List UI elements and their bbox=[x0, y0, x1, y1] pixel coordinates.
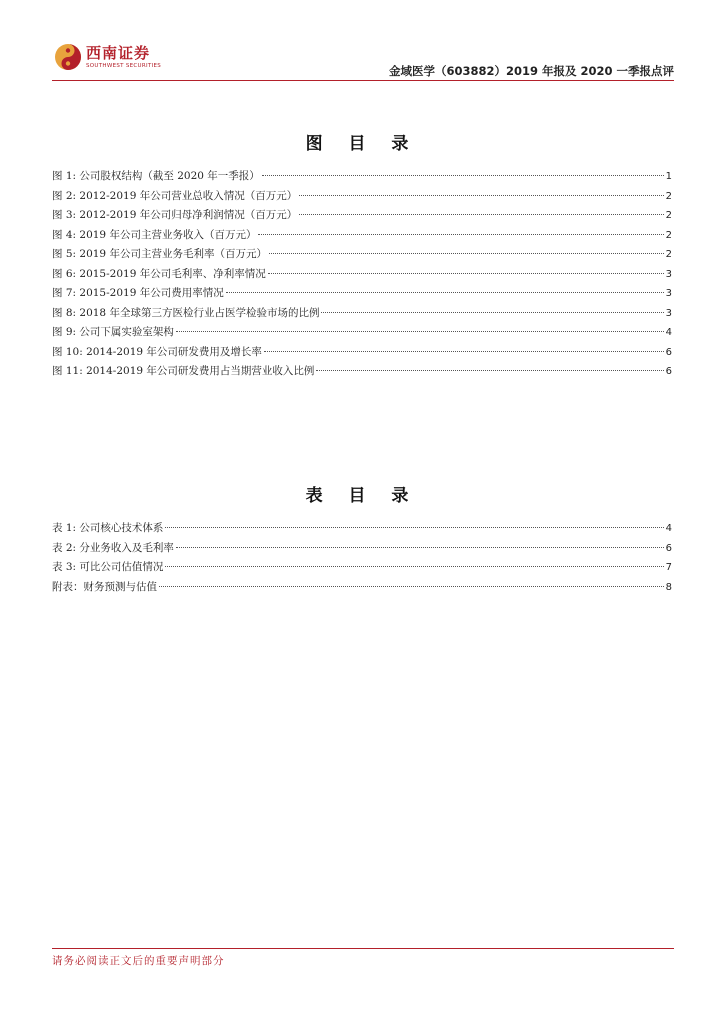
report-title: 金域医学（603882）2019 年报及 2020 一季报点评 bbox=[388, 64, 674, 78]
logo-chinese-name: 西南证券 bbox=[86, 44, 151, 62]
dot-leader bbox=[264, 351, 664, 352]
dot-leader bbox=[269, 253, 664, 254]
dot-leader bbox=[316, 370, 663, 371]
entry-page-number: 6 bbox=[665, 346, 672, 358]
entry-label: 表 1: 公司核心技术体系 bbox=[52, 522, 164, 534]
entry-label: 图 4: 2019 年公司主营业务收入（百万元） bbox=[52, 228, 257, 241]
footer-divider bbox=[52, 948, 674, 949]
logo-emblem-icon bbox=[54, 43, 82, 71]
entry-label: 图 3: 2012-2019 年公司归母净利润情况（百万元） bbox=[52, 209, 298, 221]
dot-leader bbox=[268, 273, 664, 274]
entry-page-number: 6 bbox=[665, 366, 672, 377]
dot-leader bbox=[165, 527, 663, 528]
entry-label: 表 3: 可比公司估值情况 bbox=[52, 561, 164, 573]
dot-leader bbox=[258, 234, 663, 235]
figures-index-list bbox=[52, 168, 672, 383]
entry-page-number: 2 bbox=[665, 190, 672, 202]
figure-index-entry[interactable] bbox=[52, 168, 672, 188]
entry-page-number: 2 bbox=[665, 249, 672, 260]
dot-leader bbox=[299, 195, 663, 196]
figures-index-heading: 图 目 录 bbox=[305, 134, 419, 154]
figure-index-entry[interactable] bbox=[52, 266, 672, 286]
table-index-entry[interactable] bbox=[52, 579, 672, 599]
entry-page-number: 1 bbox=[665, 171, 672, 182]
page-header bbox=[52, 40, 674, 84]
figure-index-entry[interactable] bbox=[52, 207, 672, 227]
logo-english-name: SOUTHWEST SECURITIES bbox=[86, 63, 162, 69]
figure-index-entry[interactable] bbox=[52, 227, 672, 247]
entry-page-number: 4 bbox=[665, 523, 672, 534]
dot-leader bbox=[165, 566, 663, 567]
entry-label: 附表：财务预测与估值 bbox=[52, 580, 157, 593]
figure-index-entry[interactable] bbox=[52, 324, 672, 344]
entry-page-number: 7 bbox=[665, 562, 672, 573]
entry-page-number: 4 bbox=[665, 327, 672, 338]
entry-label: 表 2: 分业务收入及毛利率 bbox=[52, 541, 174, 554]
company-logo bbox=[52, 40, 212, 76]
figure-index-entry[interactable] bbox=[52, 363, 672, 383]
entry-page-number: 3 bbox=[665, 307, 672, 319]
figure-index-entry[interactable] bbox=[52, 285, 672, 305]
entry-label: 图 6: 2015-2019 年公司毛利率、净利率情况 bbox=[52, 267, 266, 280]
entry-label: 图 1: 公司股权结构（截至 2020 年一季报） bbox=[52, 170, 260, 182]
table-index-entry[interactable] bbox=[52, 540, 672, 560]
entry-page-number: 8 bbox=[665, 581, 672, 593]
dot-leader bbox=[299, 214, 663, 215]
figure-index-entry[interactable] bbox=[52, 188, 672, 208]
table-index-entry[interactable] bbox=[52, 520, 672, 540]
tables-index-list bbox=[52, 520, 672, 598]
header-divider bbox=[52, 80, 674, 81]
entry-page-number: 2 bbox=[665, 229, 672, 241]
entry-page-number: 6 bbox=[665, 542, 672, 554]
figure-index-entry[interactable] bbox=[52, 305, 672, 325]
dot-leader bbox=[226, 292, 664, 293]
table-index-entry[interactable] bbox=[52, 559, 672, 579]
entry-page-number: 3 bbox=[665, 268, 672, 280]
entry-label: 图 9: 公司下属实验室架构 bbox=[52, 326, 174, 338]
dot-leader bbox=[176, 331, 664, 332]
dot-leader bbox=[321, 312, 663, 313]
dot-leader bbox=[159, 586, 664, 587]
entry-label: 图 8: 2018 年全球第三方医检行业占医学检验市场的比例 bbox=[52, 306, 320, 319]
entry-label: 图 7: 2015-2019 年公司费用率情况 bbox=[52, 287, 224, 299]
figure-index-entry[interactable] bbox=[52, 344, 672, 364]
disclaimer-note: 请务必阅读正文后的重要声明部分 bbox=[52, 955, 225, 967]
dot-leader bbox=[176, 547, 664, 548]
figure-index-entry[interactable] bbox=[52, 246, 672, 266]
dot-leader bbox=[262, 175, 664, 176]
entry-label: 图 2: 2012-2019 年公司营业总收入情况（百万元） bbox=[52, 189, 298, 202]
entry-page-number: 2 bbox=[665, 210, 672, 221]
entry-label: 图 5: 2019 年公司主营业务毛利率（百万元） bbox=[52, 248, 267, 260]
entry-label: 图 11: 2014-2019 年公司研发费用占当期营业收入比例 bbox=[52, 365, 315, 377]
tables-index-heading: 表 目 录 bbox=[305, 486, 419, 506]
entry-page-number: 3 bbox=[665, 288, 672, 299]
entry-label: 图 10: 2014-2019 年公司研发费用及增长率 bbox=[52, 345, 262, 358]
